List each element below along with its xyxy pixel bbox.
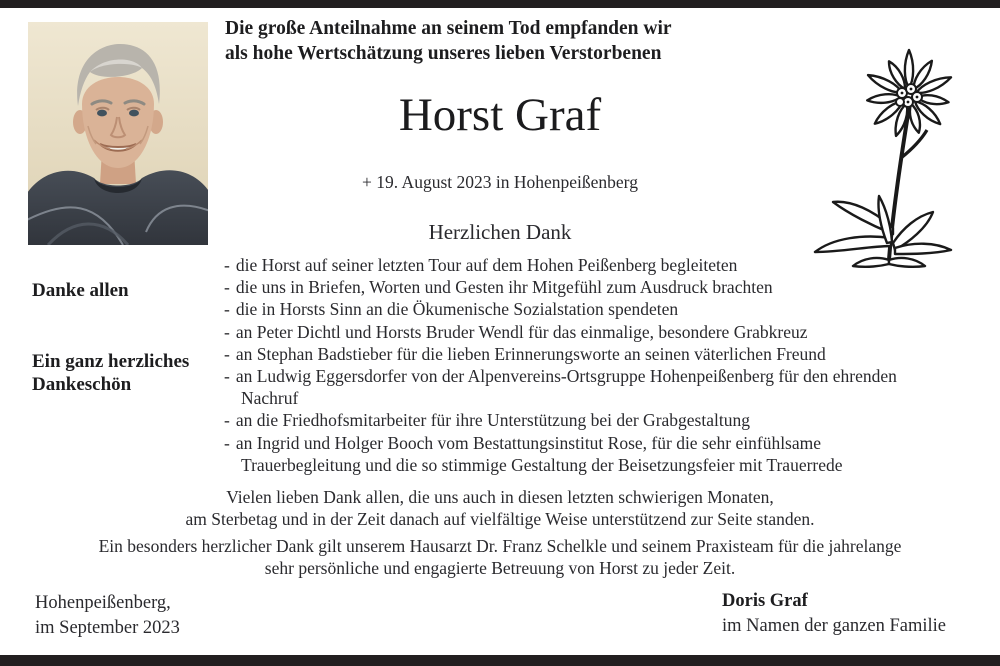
thanks-list-item: [224, 343, 924, 365]
paragraph-line: am Sterbetag und in der Zeit danach auf vielfältige Weise unterstützend zur Seite standen.: [185, 509, 815, 529]
thanks-item-text: die in Horsts Sinn an die Ökumenische Sozialstation spendeten: [235, 299, 679, 320]
thanks-list-item: [224, 298, 924, 320]
flower-petals: [866, 50, 953, 137]
portrait-photo: [28, 22, 208, 245]
thanks-list-item: [224, 276, 924, 298]
dash-marker: -: [224, 277, 230, 298]
thanks-paragraph: [0, 486, 1000, 530]
thanks-item-text: an die Friedhofsmitarbeiter für ihre Unterstützung bei der Grabgestaltung: [235, 410, 750, 431]
thanks-item-text: die Horst auf seiner letzten Tour auf dem Hohen Peißenberg begleiteten: [235, 255, 738, 275]
eye: [97, 110, 107, 117]
signature-name: Doris Graf: [722, 591, 808, 611]
thanks-item-text: an Ingrid und Holger Booch vom Bestattungsinstitut Rose, für die sehr einfühlsame Trauerbegleitung und die so stimmige Gestaltung der Beisetzungsfeier mit Trauerrede: [235, 432, 843, 475]
thanks-item-text: an Stephan Badstieber für die lieben Erinnerungsworte an seinen väterlichen Freund: [235, 343, 826, 364]
dash-marker: -: [224, 255, 230, 275]
thanks-list: [224, 254, 924, 476]
date-line: im September 2023: [35, 618, 180, 638]
doctor-thanks-paragraph: [0, 535, 1000, 579]
place-and-date: [35, 591, 180, 641]
thanks-list-item: [224, 409, 924, 431]
death-date: + 19. August 2023 in Hohenpeißenberg: [362, 172, 638, 192]
intro-text: [225, 16, 785, 66]
thanks-item-text: an Ludwig Eggersdorfer von der Alpenvereins-Ortsgruppe Hohenpeißenberg für den ehrenden Nachruf: [235, 366, 897, 409]
thanks-list-item: [224, 365, 924, 409]
thanks-heading: Herzlichen Dank: [428, 220, 572, 244]
thanks-item-text: an Peter Dichtl und Horsts Bruder Wendl für das einmalige, besondere Grabkreuz: [235, 321, 808, 342]
deceased-name: Horst Graf: [398, 89, 602, 141]
dash-marker: -: [224, 299, 230, 320]
paragraph-line: sehr persönliche und engagierte Betreuung von Horst zu jeder Zeit.: [264, 558, 736, 578]
top-border-bar: [0, 0, 1000, 8]
thanks-list-item: [224, 321, 924, 343]
dash-marker: -: [224, 432, 230, 453]
paragraph-line: Vielen lieben Dank allen, die uns auch in diesen letzten schwierigen Monaten,: [226, 487, 774, 507]
thanks-list-item: [224, 254, 924, 276]
signature-subline: im Namen der ganzen Familie: [722, 616, 946, 636]
place-line: Hohenpeißenberg,: [35, 593, 171, 613]
dash-marker: -: [224, 410, 230, 431]
thanks-list-item: [224, 432, 924, 476]
paragraph-line: Ein besonders herzlicher Dank gilt unserem Hausarzt Dr. Franz Schelkle und seinem Praxisteam für die jahrelange: [98, 536, 902, 556]
thanks-item-text: die uns in Briefen, Worten und Gesten ihr Mitgefühl zum Ausdruck brachten: [235, 277, 773, 298]
signature-block: [722, 589, 946, 639]
edelweiss-illustration: [793, 38, 973, 273]
eye: [129, 110, 139, 117]
dash-marker: -: [224, 343, 230, 364]
bottom-border-bar: [0, 655, 1000, 666]
dash-marker: -: [224, 366, 230, 387]
side-label-danke-allen: Danke allen: [32, 280, 129, 301]
dash-marker: -: [224, 321, 230, 342]
intro-line-2: als hohe Wertschätzung unseres lieben Verstorbenen: [225, 43, 662, 64]
side-label-dankeschoen: Ein ganz herzliches Dankeschön: [32, 351, 190, 395]
intro-line-1: Die große Anteilnahme an seinem Tod empfanden wir: [225, 18, 672, 39]
